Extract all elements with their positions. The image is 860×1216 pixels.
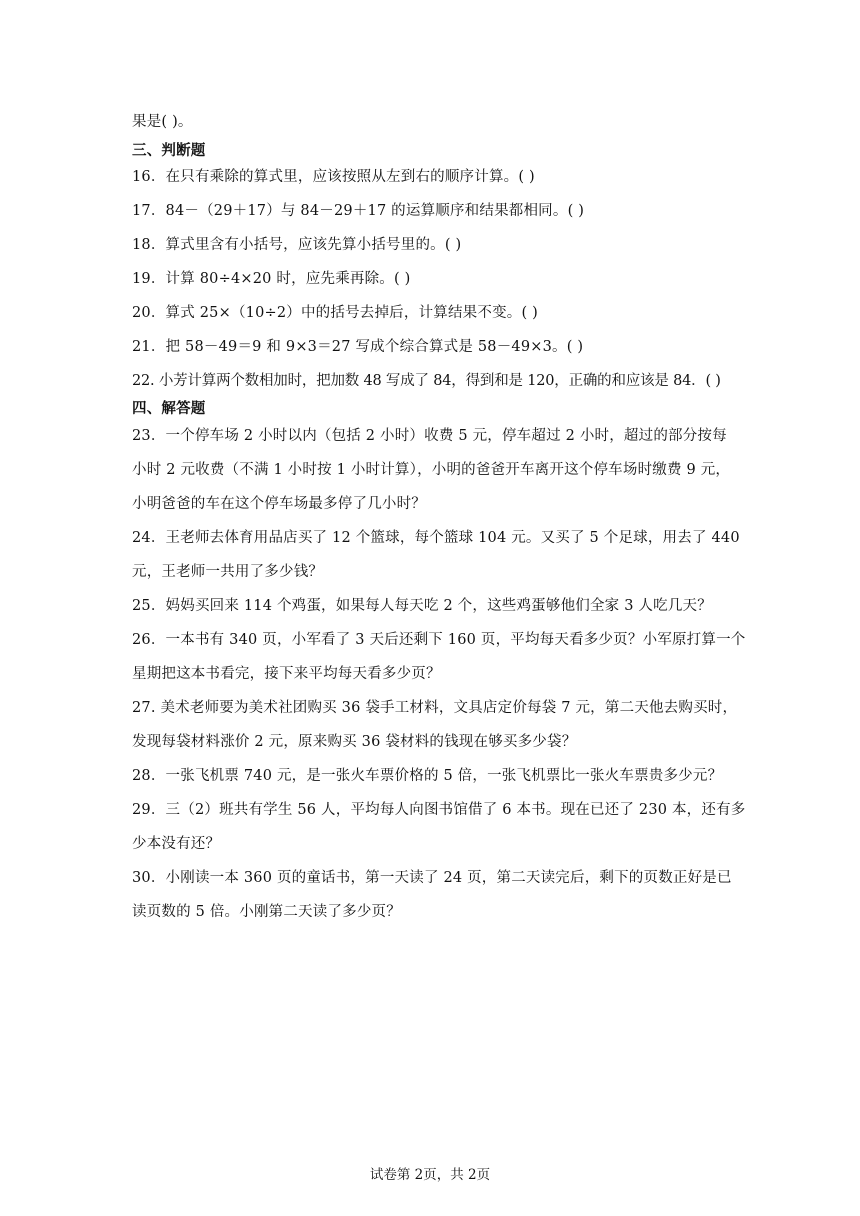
section-heading-problems: 四、解答题 [132, 401, 206, 417]
judgement-item-19: 19．计算 80÷4×20 时，应先乘再除。( ) [132, 271, 411, 287]
judgement-item-17: 17．84－（29＋17）与 84－29＋17 的运算顺序和结果都相同。( ) [132, 203, 585, 219]
judgement-item-21: 21．把 58－49＝9 和 9×3＝27 写成个综合算式是 58－49×3。( ) [132, 339, 584, 355]
problem-27-line-1: 27. 美术老师要为美术社团购买 36 袋手工材料，文具店定价每袋 7 元，第二天他去购买时， [132, 700, 738, 716]
judgement-item-20: 20．算式 25×（10÷2）中的括号去掉后，计算结果不变。( ) [132, 305, 539, 321]
problem-26-line-2: 星期把这本书看完，接下来平均每天看多少页？ [132, 666, 441, 682]
problem-30-line-2: 读页数的 5 倍。小刚第二天读了多少页？ [132, 904, 401, 920]
problem-23-line-2: 小时 2 元收费（不满 1 小时按 1 小时计算），小明的爸爸开车离开这个停车场时缴费 9 元， [132, 462, 731, 478]
judgement-item-22: 22. 小芳计算两个数相加时，把加数 48 写成了 84，得到和是 120，正确的和应该是 84．( ) [132, 373, 721, 389]
judgement-item-18: 18．算式里含有小括号，应该先算小括号里的。( ) [132, 237, 462, 253]
section-heading-judgement: 三、判断题 [132, 143, 206, 159]
problem-23-line-1: 23．一个停车场 2 小时以内（包括 2 小时）收费 5 元，停车超过 2 小时，超过的部分按每 [132, 428, 727, 444]
problem-24-line-2: 元，王老师一共用了多少钱？ [132, 564, 324, 580]
prev-question-fragment: 果是( )。 [132, 114, 193, 130]
problem-30-line-1: 30．小刚读一本 360 页的童话书，第一天读了 24 页，第二天读完后，剩下的页数正好是已 [132, 870, 732, 886]
problem-23-line-3: 小明爸爸的车在这个停车场最多停了几小时？ [132, 496, 426, 512]
problem-25: 25．妈妈买回来 114 个鸡蛋，如果每人每天吃 2 个，这些鸡蛋够他们全家 3 人吃几天？ [132, 598, 712, 614]
problem-29-line-2: 少本没有还？ [132, 836, 221, 852]
problem-29-line-1: 29．三（2）班共有学生 56 人，平均每人向图书馆借了 6 本书。现在已还了 230 本，还有多 [132, 802, 746, 818]
page-footer: 试卷第 2页，共 2页 [369, 1167, 491, 1183]
problem-24-line-1: 24．王老师去体育用品店买了 12 个篮球，每个篮球 104 元。又买了 5 个足球，用去了 440 [132, 530, 740, 546]
problem-28: 28．一张飞机票 740 元，是一张火车票价格的 5 倍，一张飞机票比一张火车票贵多少元？ [132, 768, 723, 784]
judgement-item-16: 16．在只有乘除的算式里，应该按照从左到右的顺序计算。( ) [132, 169, 535, 185]
problem-26-line-1: 26．一本书有 340 页，小军看了 3 天后还剩下 160 页，平均每天看多少页？小军原打算一个 [132, 632, 746, 648]
problem-27-line-2: 发现每袋材料涨价 2 元，原来购买 36 袋材料的钱现在够买多少袋？ [132, 734, 577, 750]
